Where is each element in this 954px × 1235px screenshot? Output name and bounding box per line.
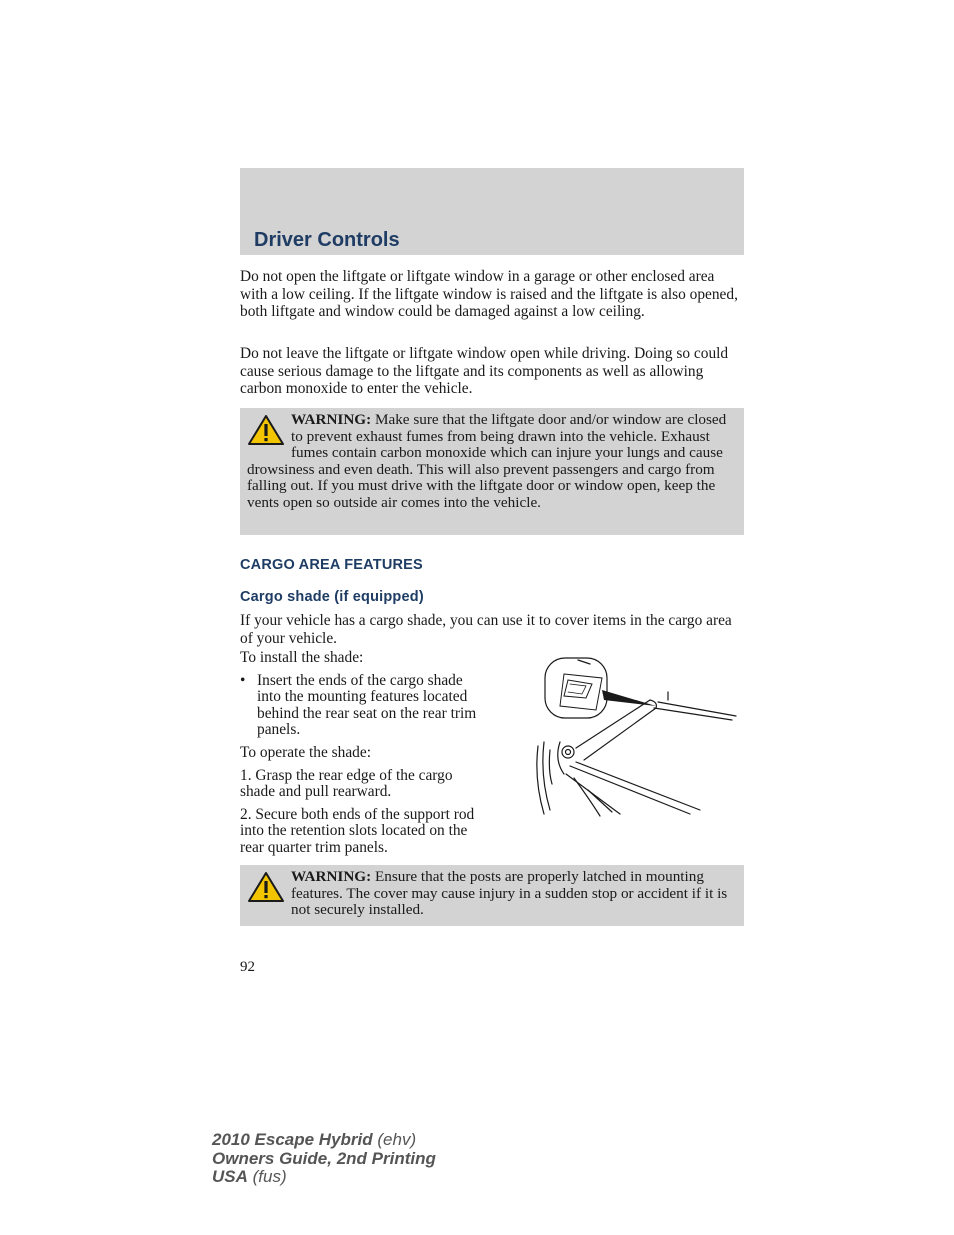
footer-line-3 bbox=[212, 1168, 436, 1187]
warning-text-block bbox=[247, 412, 739, 512]
bullet-dot: • bbox=[240, 671, 246, 689]
warning-text-block-2 bbox=[247, 869, 739, 919]
warning-body: Ensure that the posts are properly latched in mounting features. The cover may cause injury in a sudden stop or accident if it is not securely installed. bbox=[291, 868, 728, 919]
footer-model: 2010 Escape Hybrid bbox=[212, 1130, 373, 1149]
install-bullet-text: Insert the ends of the cargo shade into the mounting features located behind the rear seat on the rear trim panels. bbox=[257, 671, 477, 739]
step-2: 2. Secure both ends of the support rod into the retention slots located on the rear quarter trim panels. bbox=[240, 805, 475, 856]
footer-market: USA bbox=[212, 1167, 248, 1186]
install-label: To install the shade: bbox=[240, 649, 364, 666]
paragraph-liftgate-ceiling: Do not open the liftgate or liftgate window in a garage or other enclosed area with a low ceiling. If the liftgate window is raised and the liftgate is also opened, both liftgate and window could be damaged against a low ceiling. bbox=[240, 268, 738, 321]
install-bullet-item bbox=[240, 673, 490, 739]
footer-line-1 bbox=[212, 1131, 436, 1150]
footer-guide: Owners Guide, 2nd Printing bbox=[212, 1148, 436, 1168]
document-footer bbox=[212, 1131, 436, 1187]
cargo-shade-illustration bbox=[530, 650, 740, 818]
section-heading: CARGO AREA FEATURES bbox=[240, 557, 423, 573]
warning-body: Make sure that the liftgate door and/or window are closed to prevent exhaust fumes from being drawn into the vehicle. Exhaust fumes contain carbon monoxide which can injure your lungs and cause drowsiness and even death. This will also prevent passengers and cargo from falling out. If you must drive with the liftgate door or window open, keep the vents open so outside air comes into the vehicle. bbox=[247, 411, 727, 511]
paragraph-liftgate-driving: Do not leave the liftgate or liftgate window open while driving. Doing so could cause serious damage to the liftgate and its components as well as allowing carbon monoxide to enter the vehicle. bbox=[240, 345, 729, 398]
warning-box-posts bbox=[240, 865, 744, 926]
warning-triangle-icon bbox=[247, 871, 285, 903]
operate-label: To operate the shade: bbox=[240, 743, 371, 761]
warning-triangle-icon bbox=[247, 414, 285, 446]
footer-line-2 bbox=[212, 1150, 436, 1169]
warning-label: WARNING: bbox=[291, 411, 372, 428]
subsection-heading: Cargo shade (if equipped) bbox=[240, 589, 424, 605]
footer-market-code: (fus) bbox=[252, 1167, 287, 1186]
warning-box-exhaust bbox=[240, 408, 744, 535]
page-title: Driver Controls bbox=[254, 229, 400, 251]
section-header-band bbox=[240, 168, 744, 255]
step-1: 1. Grasp the rear edge of the cargo shade and pull rearward. bbox=[240, 766, 453, 801]
footer-model-code: (ehv) bbox=[377, 1130, 417, 1149]
instructions-column bbox=[240, 650, 490, 857]
page-number: 92 bbox=[240, 959, 255, 975]
paragraph-cargo-intro: If your vehicle has a cargo shade, you can use it to cover items in the cargo area of your vehicle. bbox=[240, 612, 732, 647]
warning-label: WARNING: bbox=[291, 868, 372, 885]
